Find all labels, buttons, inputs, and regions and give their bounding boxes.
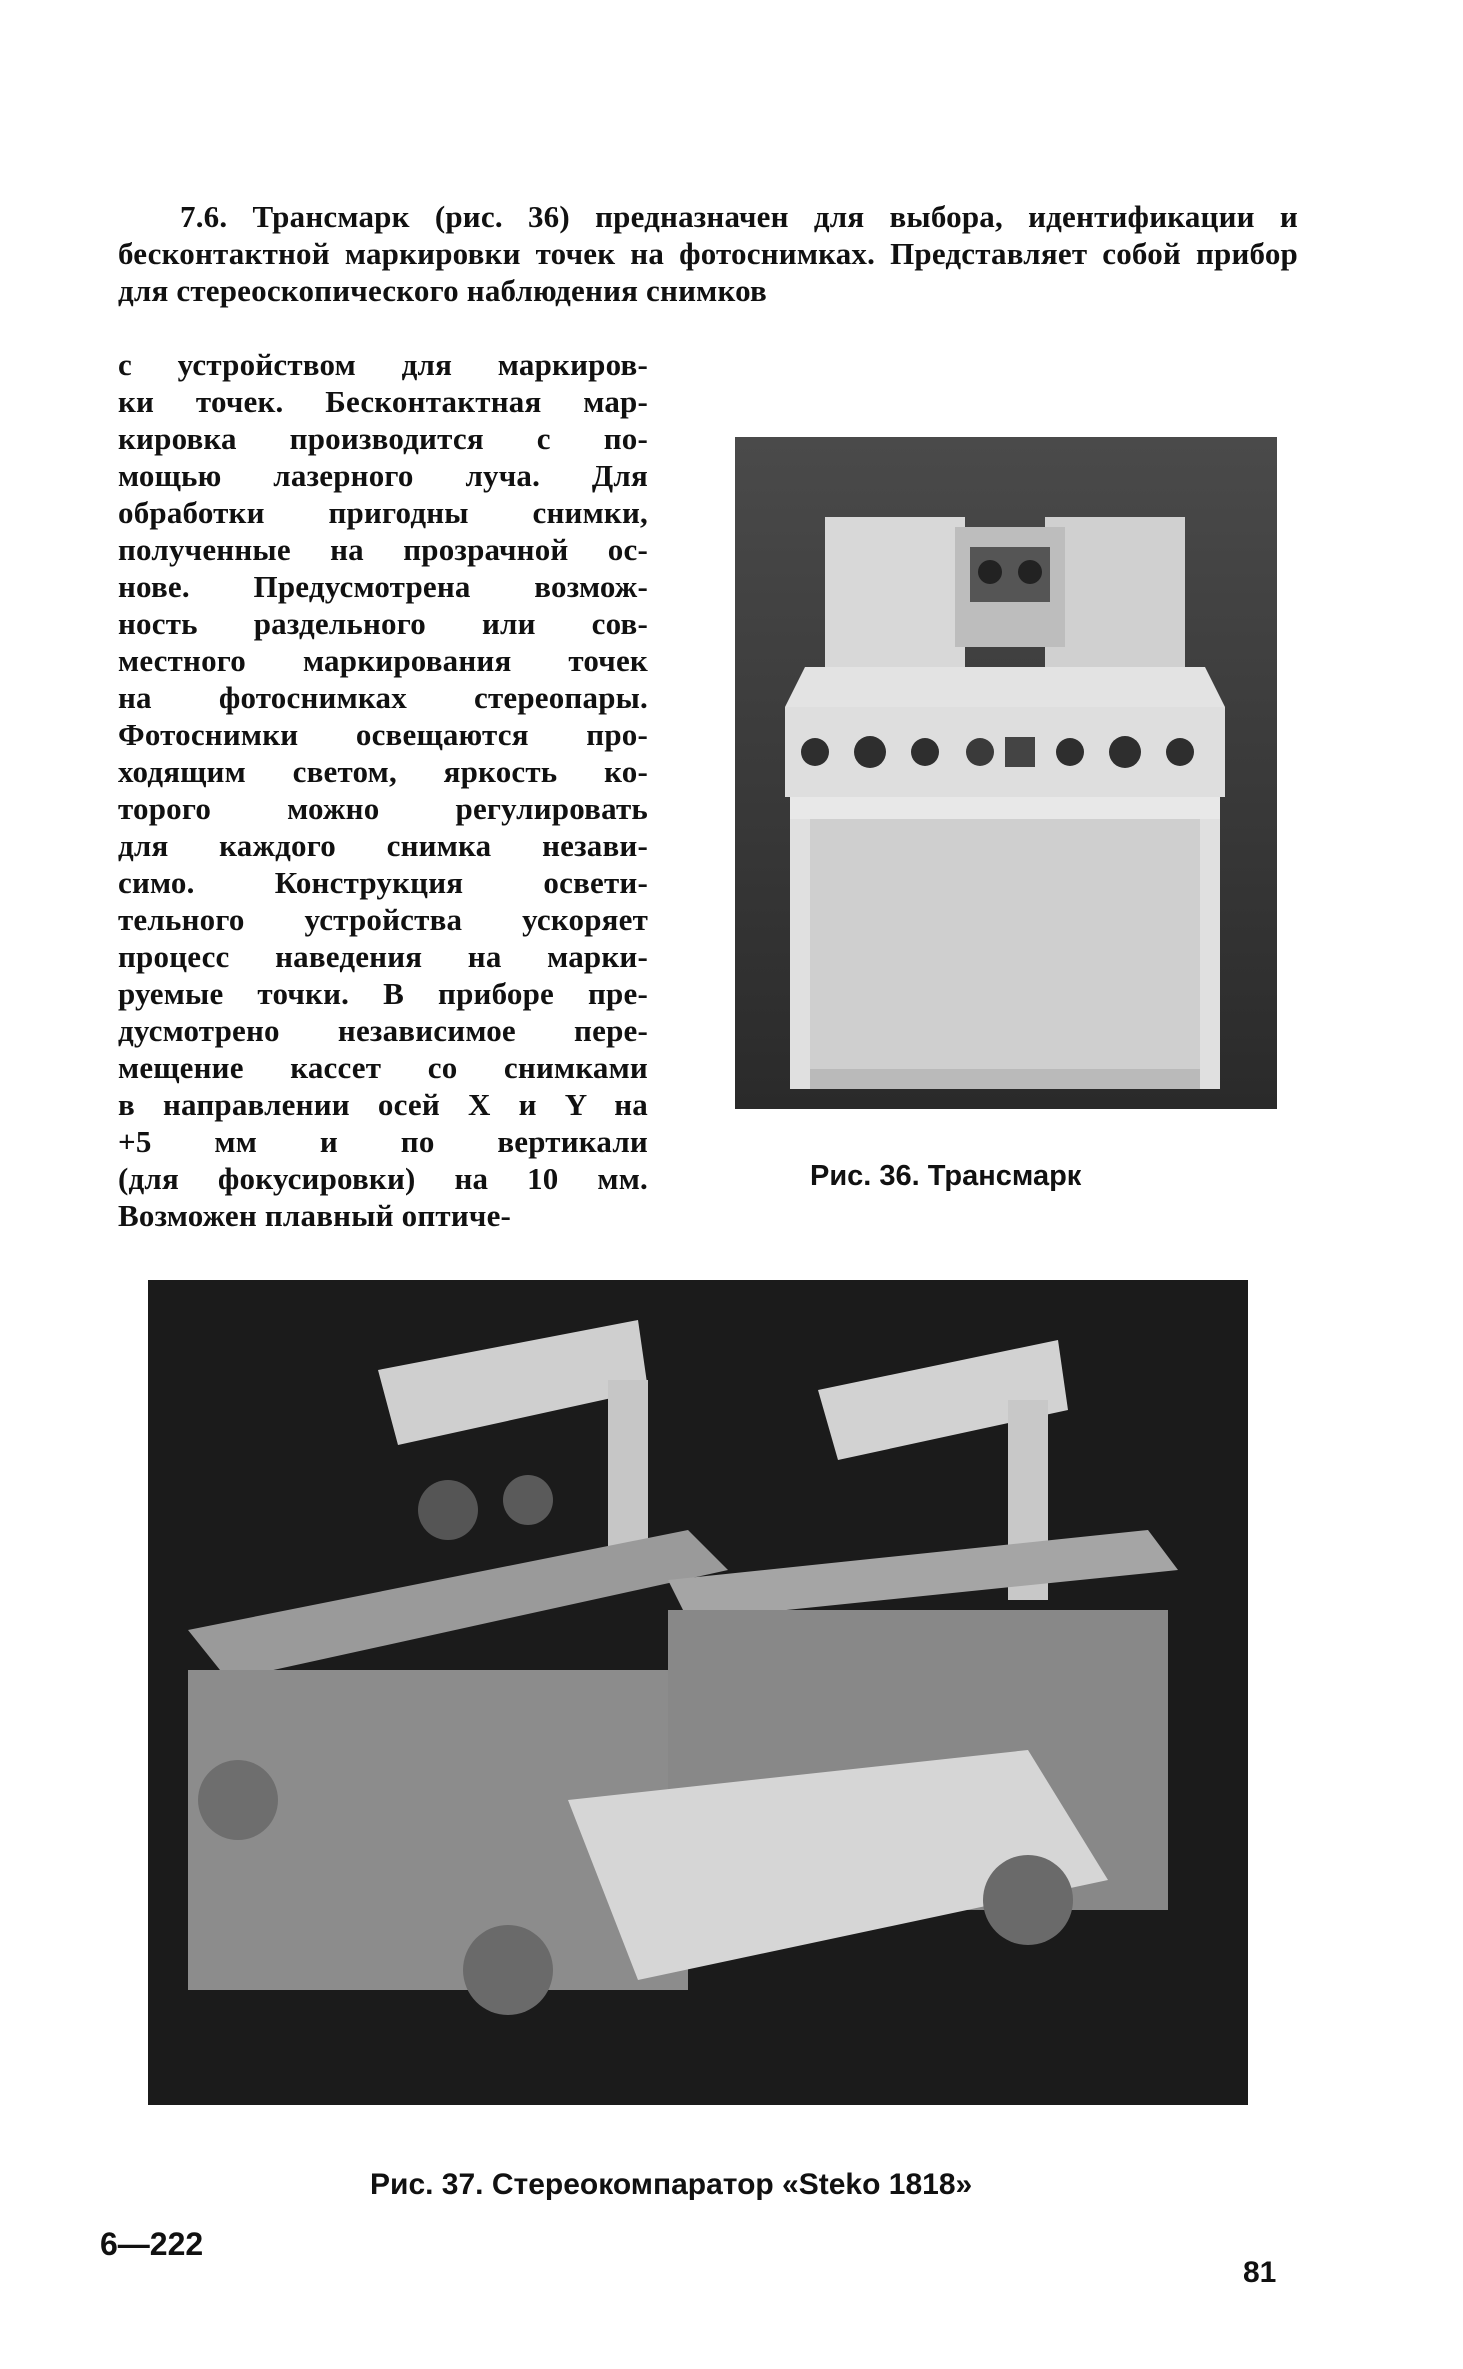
text-line: нове. Предусмотрена возмож-	[118, 569, 648, 604]
figure-37-photo	[148, 1280, 1248, 2105]
page-number: 81	[1243, 2256, 1277, 2289]
text-line: Возможен плавный оптиче-	[118, 1198, 512, 1233]
text-line: +5 мм и по вертикали	[118, 1124, 648, 1159]
text-line: ность раздельного или сов-	[118, 606, 648, 641]
text-line: для каждого снимка незави-	[118, 828, 648, 863]
intro-paragraph: 7.6. Трансмарк (рис. 36) предназначен для выбора, идентификации и бесконтактной маркировки точек на фотоснимках. Представляет собой прибор для стереоскопического наблюдения снимков	[118, 199, 1298, 308]
text-line: в направлении осей X и Y на	[118, 1087, 648, 1122]
text-line: руемые точки. В приборе пре-	[118, 976, 648, 1011]
text-line: на фотоснимках стереопары.	[118, 680, 648, 715]
figure-37-caption: Рис. 37. Стереокомпаратор «Steko 1818»	[370, 2168, 973, 2201]
text-line: ходящим светом, яркость ко-	[118, 754, 648, 789]
text-line: кировка производится с по-	[118, 421, 648, 456]
text-line: мещение кассет со снимками	[118, 1050, 648, 1085]
column-text	[118, 346, 648, 1234]
text-line: ки точек. Бесконтактная мар-	[118, 384, 648, 419]
text-line: симо. Конструкция освети-	[118, 865, 648, 900]
text-line: полученные на прозрачной ос-	[118, 532, 648, 567]
text-line: Фотоснимки освещаются про-	[118, 717, 648, 752]
figure-36-photo	[735, 437, 1277, 1109]
printer-signature: 6—222	[100, 2226, 204, 2262]
text-line: местного маркирования точек	[118, 643, 648, 678]
text-line: с устройством для маркиров-	[118, 347, 648, 382]
text-line: процесс наведения на марки-	[118, 939, 648, 974]
figure-36-caption: Рис. 36. Трансмарк	[810, 1160, 1082, 1192]
text-line: дусмотрено независимое пере-	[118, 1013, 648, 1048]
text-line: торого можно регулировать	[118, 791, 648, 826]
text-line: (для фокусировки) на 10 мм.	[118, 1161, 648, 1196]
text-line: мощью лазерного луча. Для	[118, 458, 648, 493]
text-line: тельного устройства ускоряет	[118, 902, 648, 937]
text-line: обработки пригодны снимки,	[118, 495, 648, 530]
